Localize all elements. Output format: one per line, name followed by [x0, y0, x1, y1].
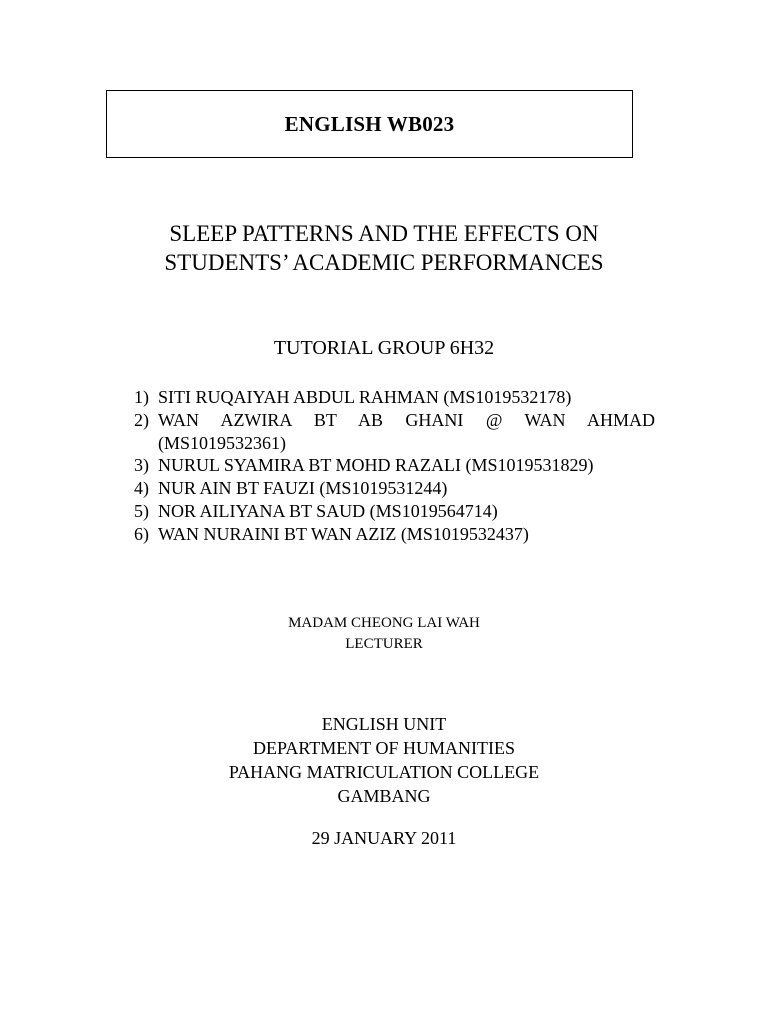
list-item [134, 477, 655, 500]
report-title [60, 219, 708, 277]
member-number: 2) [134, 409, 149, 430]
institution-unit: ENGLISH UNIT [321, 714, 447, 734]
member-number: 1) [134, 387, 149, 407]
member-name [158, 409, 655, 455]
lecturer-name: MADAM CHEONG LAI WAH [288, 615, 480, 631]
institution-department: DEPARTMENT OF HUMANITIES [253, 738, 515, 758]
member-number: 5) [134, 500, 149, 521]
member-number: 6) [134, 523, 149, 544]
list-item [134, 454, 655, 477]
tutorial-group: TUTORIAL GROUP 6H32 [273, 337, 495, 359]
report-title-line-1: SLEEP PATTERNS AND THE EFFECTS ON [169, 221, 599, 246]
list-item [134, 523, 655, 546]
member-number: 4) [134, 478, 149, 499]
institution-block [60, 712, 708, 808]
member-name: SITI RUQAIYAH ABDUL RAHMAN (MS1019532178) [158, 387, 572, 407]
member-list [134, 386, 655, 546]
member-name: NURUL SYAMIRA BT MOHD RAZALI (MS1019531829) [158, 455, 594, 476]
list-item [134, 409, 655, 455]
course-code-box [106, 90, 633, 158]
list-item [134, 500, 655, 523]
institution-location: GAMBANG [337, 786, 431, 806]
member-name: NOR AILIYANA BT SAUD (MS1019564714) [158, 500, 498, 521]
member-name-line-1: WAN AZWIRA BT AB GHANI @ WAN AHMAD [158, 409, 655, 430]
report-title-line-2: STUDENTS’ ACADEMIC PERFORMANCES [164, 250, 604, 275]
member-name-line-2: (MS1019532361) [158, 432, 287, 453]
lecturer-block [60, 613, 708, 655]
institution-college: PAHANG MATRICULATION COLLEGE [228, 762, 540, 782]
member-name: WAN NURAINI BT WAN AZIZ (MS1019532437) [158, 523, 529, 544]
list-item [134, 386, 655, 409]
member-number: 3) [134, 455, 149, 476]
submission-date: 29 JANUARY 2011 [311, 828, 457, 848]
course-code: ENGLISH WB023 [284, 111, 455, 136]
member-name: NUR AIN BT FAUZI (MS1019531244) [158, 478, 448, 499]
lecturer-role: LECTURER [345, 636, 423, 652]
